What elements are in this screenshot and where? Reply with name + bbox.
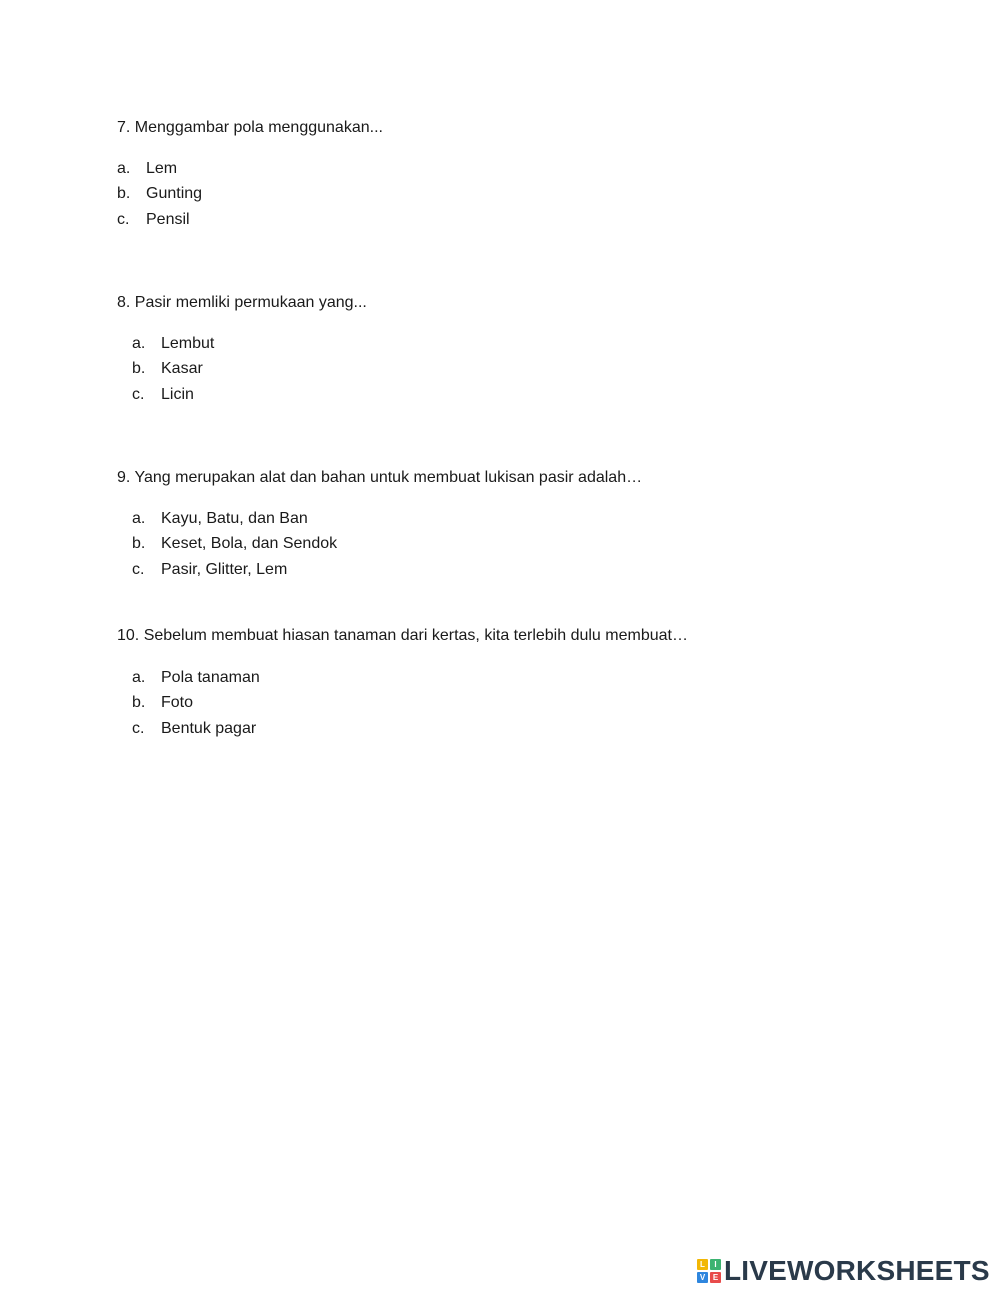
option-text: Kayu, Batu, dan Ban: [161, 510, 308, 527]
logo-square: L: [697, 1259, 708, 1270]
option-text: Lembut: [161, 335, 215, 352]
logo-square: V: [697, 1272, 708, 1283]
option-letter: a.: [132, 669, 146, 686]
option-text: Gunting: [146, 185, 203, 203]
option-text: Foto: [161, 694, 194, 712]
logo-square: I: [710, 1259, 721, 1270]
logo-square: E: [710, 1272, 721, 1283]
option-letter: b.: [132, 535, 146, 553]
liveworksheets-logo: [697, 1257, 990, 1285]
option-text: Keset, Bola, dan Sendok: [161, 535, 338, 553]
question-7: 7. Menggambar pola menggunakan...: [117, 119, 383, 136]
option-text: Pensil: [146, 210, 190, 228]
option-text: Bentuk pagar: [161, 719, 257, 737]
option-letter: a.: [132, 335, 146, 352]
option-letter: b.: [132, 360, 146, 378]
option-letter: a.: [132, 510, 146, 527]
option-letter: c.: [132, 560, 145, 578]
option-text: Licin: [161, 385, 194, 403]
option-text: Pasir, Glitter, Lem: [161, 560, 288, 578]
option-letter: b.: [117, 185, 131, 203]
option-letter: b.: [132, 694, 146, 712]
question-10: 10. Sebelum membuat hiasan tanaman dari kertas, kita terlebih dulu membuat…: [117, 627, 688, 644]
option-text: Lem: [146, 160, 178, 177]
option-letter: a.: [117, 160, 131, 177]
option-letter: c.: [117, 210, 130, 228]
option-letter: c.: [132, 385, 145, 403]
logo-text: LIVEWORKSHEETS: [724, 1255, 990, 1286]
question-8: 8. Pasir memliki permukaan yang...: [117, 294, 367, 311]
option-text: Pola tanaman: [161, 669, 260, 686]
logo-mark-icon: [697, 1259, 721, 1283]
option-text: Kasar: [161, 360, 203, 378]
question-9: 9. Yang merupakan alat dan bahan untuk membuat lukisan pasir adalah…: [117, 469, 643, 486]
option-letter: c.: [132, 719, 145, 737]
